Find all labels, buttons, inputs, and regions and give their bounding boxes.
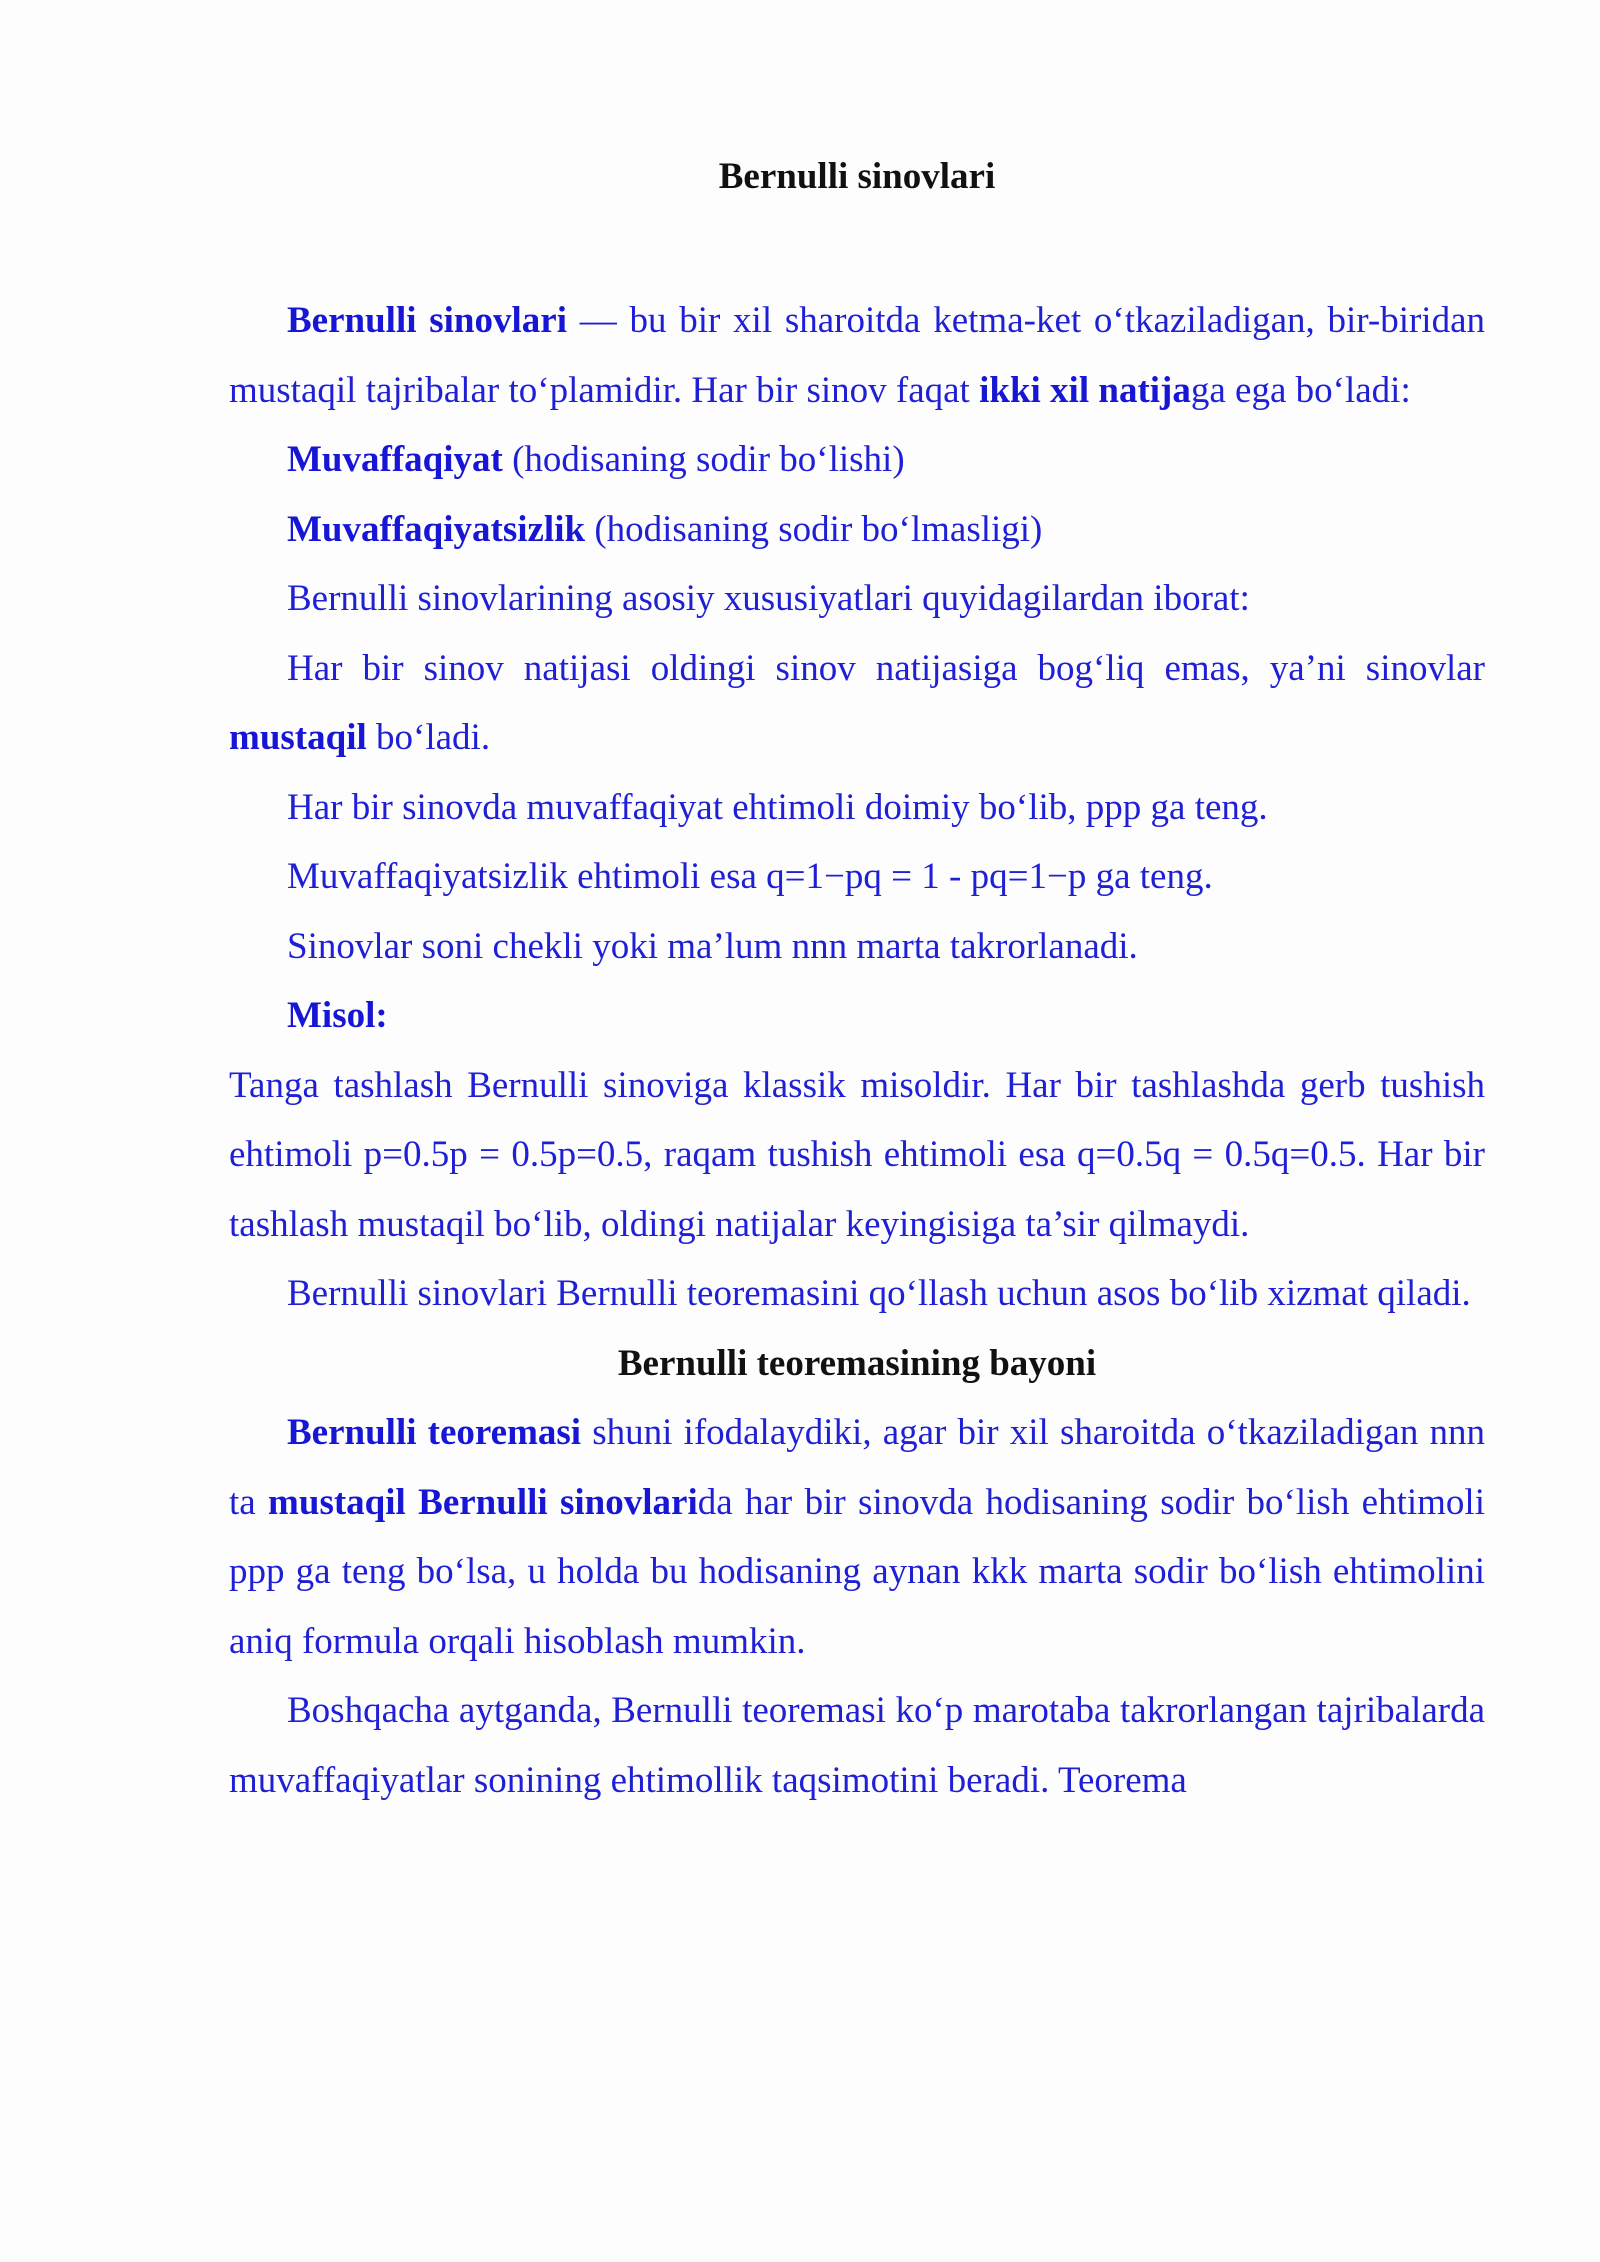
outcome-success-text: (hodisaning sodir bo‘lishi)	[502, 439, 905, 480]
closing-paragraph: Boshqacha aytganda, Bernulli teoremasi ko‘p marotaba takrorlangan tajribalarda muvaffaqiyatlar sonining ehtimollik taqsimotini beradi. Teorema	[229, 1690, 1485, 1801]
basis-paragraph: Bernulli sinovlari Bernulli teoremasini qo‘llash uchun asos bo‘lib xizmat qiladi.	[287, 1273, 1471, 1314]
intro-text-2: ga ega bo‘ladi:	[1190, 369, 1411, 411]
features-intro: Bernulli sinovlarining asosiy xususiyatlari quyidagilardan iborat:	[287, 578, 1250, 619]
feature-trial-count: Sinovlar soni chekli yoki ma’lum nnn marta takrorlanadi.	[287, 925, 1138, 967]
feature-independence-emphasis: mustaqil	[229, 717, 367, 758]
feature-independence-text: Har bir sinov natijasi oldingi sinov natijasiga bog‘liq emas, ya’ni sinovlar	[287, 647, 1485, 689]
outcome-success	[229, 425, 1485, 495]
outcome-failure-label: Muvaffaqiyatsizlik	[287, 508, 586, 550]
feature-failure-probability: Muvaffaqiyatsizlik ehtimoli esa q=1−pq = 1 - pq=1−p ga teng.	[287, 856, 1213, 897]
theorem-term: Bernulli teoremasi	[287, 1412, 582, 1453]
intro-paragraph	[229, 286, 1485, 425]
document-title: Bernulli sinovlari	[718, 156, 996, 197]
example-label-line	[229, 981, 1485, 1051]
theorem-emphasis: mustaqil Bernulli sinovlari	[268, 1481, 698, 1523]
outcome-failure	[229, 495, 1485, 565]
feature-constant-probability: Har bir sinovda muvaffaqiyat ehtimoli doimiy bo‘lib, ppp ga teng.	[287, 786, 1268, 828]
outcome-success-label: Muvaffaqiyat	[287, 439, 503, 480]
example-label: Misol:	[287, 995, 388, 1036]
outcome-failure-text: (hodisaning sodir bo‘lmasligi)	[585, 508, 1043, 550]
example-paragraph: Tanga tashlash Bernulli sinoviga klassik misoldir. Har bir tashlashda gerb tushish ehtimoli p=0.5p = 0.5p=0.5, raqam tushish ehtimoli esa q=0.5q = 0.5q=0.5. Har bir tashlash mustaqil bo‘lib, oldingi natijalar keyingisiga ta’sir qilmaydi.	[229, 1064, 1485, 1245]
theorem-text-1: shuni ifodalaydiki, agar bir xil sharoitda o‘tkaziladigan nnn ta	[229, 1412, 1485, 1523]
section-title: Bernulli teoremasining bayoni	[617, 1342, 1097, 1384]
intro-term: Bernulli sinovlari	[287, 300, 567, 341]
feature-independence-tail: bo‘ladi.	[366, 717, 491, 758]
feature-independence	[229, 634, 1485, 773]
theorem-paragraph	[229, 1398, 1485, 1676]
intro-text-1: — bu bir xil sharoitda ketma-ket o‘tkaziladigan, bir-biridan mustaqil tajribalar to‘plamidir. Har bir sinov faqat	[229, 300, 1485, 411]
theorem-text-2: da har bir sinovda hodisaning sodir bo‘lish ehtimoli ppp ga teng bo‘lsa, u holda bu hodisaning aynan kkk marta sodir bo‘lish ehtimolini aniq formula orqali hisoblash mumkin.	[229, 1481, 1485, 1662]
intro-emphasis: ikki xil natija	[979, 369, 1191, 411]
